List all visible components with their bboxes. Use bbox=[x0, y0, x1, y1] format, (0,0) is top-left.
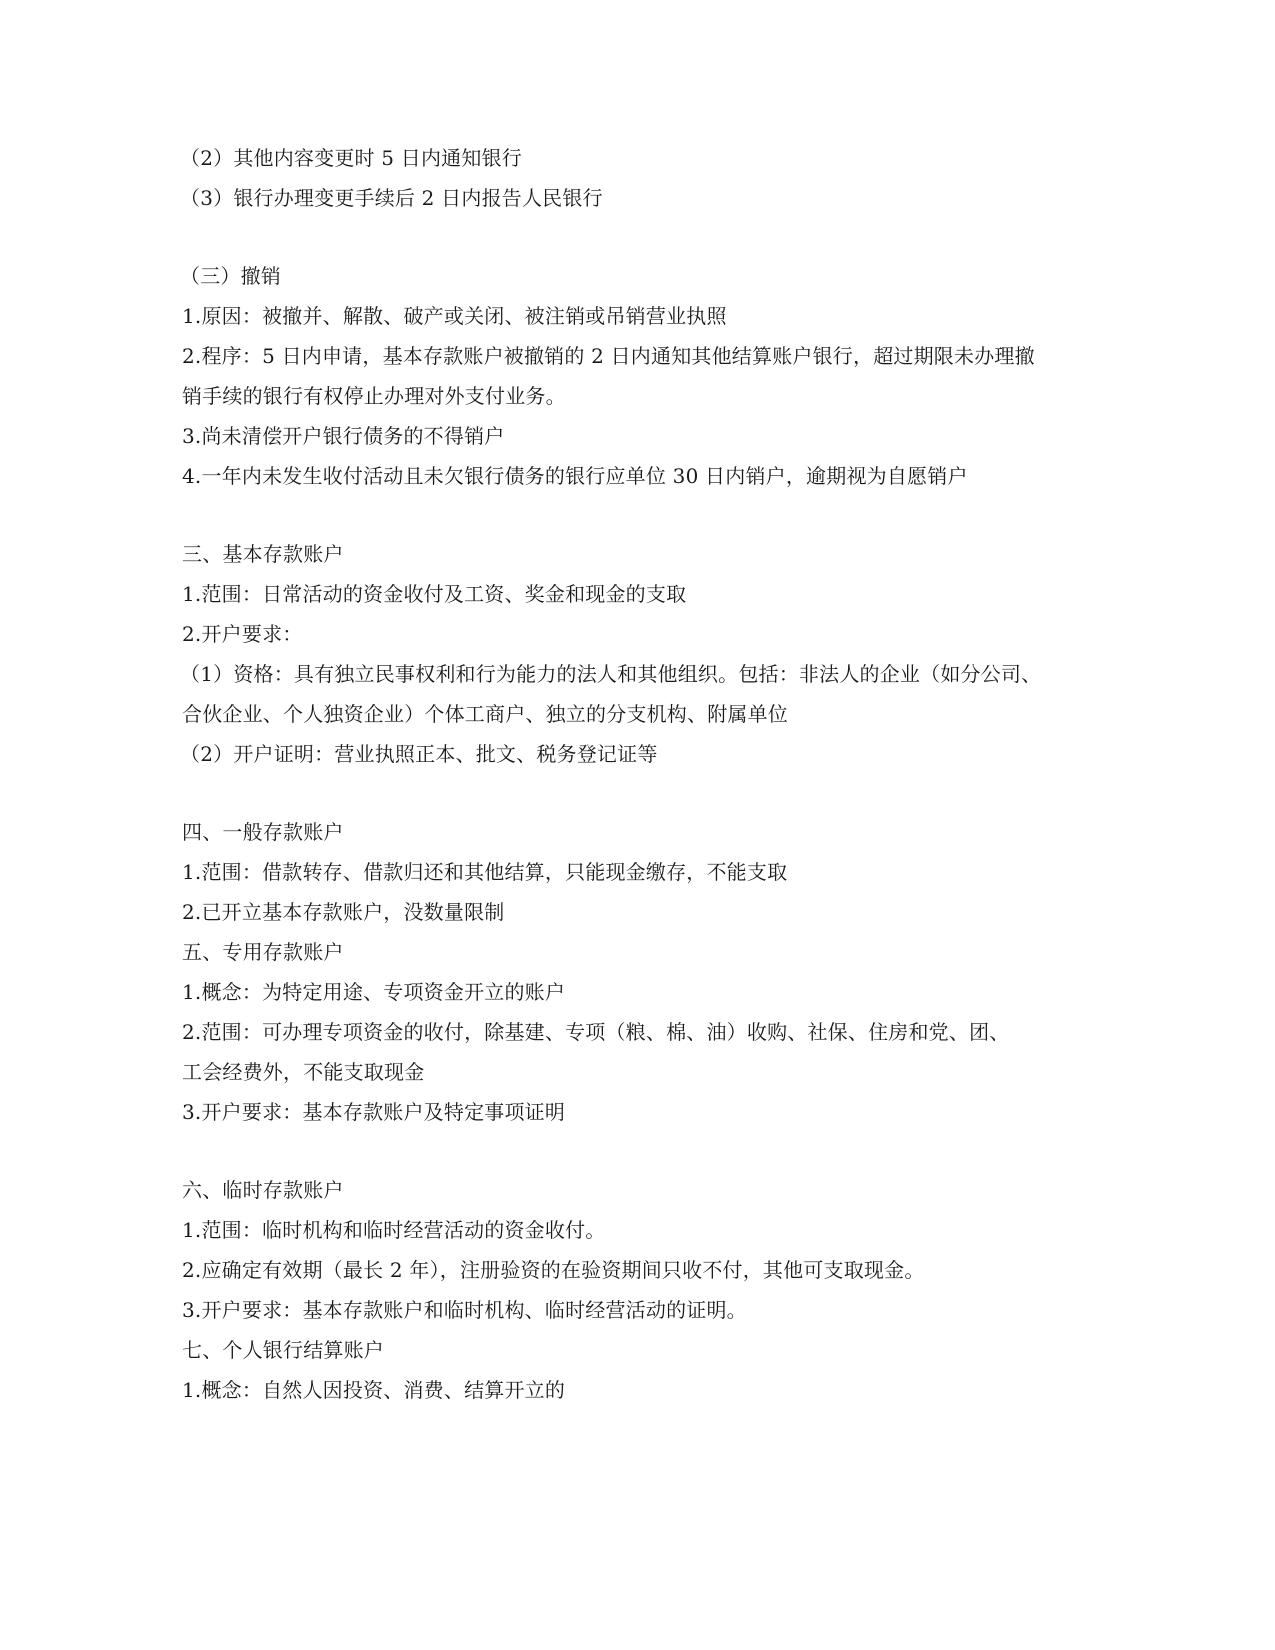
section-heading: （三）撤销 bbox=[180, 264, 281, 288]
text-line: 1.概念：为特定用途、专项资金开立的账户 bbox=[182, 980, 566, 1004]
text-line: 3.尚未清偿开户银行债务的不得销户 bbox=[182, 424, 505, 448]
text-line: 3.开户要求：基本存款账户及特定事项证明 bbox=[182, 1100, 566, 1124]
text-line: 1.范围：借款转存、借款归还和其他结算，只能现金缴存，不能支取 bbox=[182, 860, 788, 884]
section-heading: 六、临时存款账户 bbox=[182, 1178, 344, 1202]
section-heading: 四、一般存款账户 bbox=[182, 820, 344, 844]
text-line: 1.概念：自然人因投资、消费、结算开立的 bbox=[182, 1378, 566, 1402]
text-line: 合伙企业、个人独资企业）个体工商户、独立的分支机构、附属单位 bbox=[182, 702, 788, 726]
text-line: 销手续的银行有权停止办理对外支付业务。 bbox=[182, 384, 566, 408]
text-line: （3）银行办理变更手续后 2 日内报告人民银行 bbox=[180, 186, 603, 210]
text-line: 2.范围：可办理专项资金的收付，除基建、专项（粮、棉、油）收购、社保、住房和党、团、 bbox=[182, 1020, 1010, 1044]
text-line: （2）开户证明：营业执照正本、批文、税务登记证等 bbox=[180, 742, 658, 766]
section-heading: 三、基本存款账户 bbox=[182, 542, 344, 566]
text-line: 4.一年内未发生收付活动且未欠银行债务的银行应单位 30 日内销户，逾期视为自愿销户 bbox=[182, 464, 968, 488]
text-line: （1）资格：具有独立民事权利和行为能力的法人和其他组织。包括：非法人的企业（如分公司、 bbox=[180, 662, 1042, 686]
section-heading: 七、个人银行结算账户 bbox=[182, 1338, 384, 1362]
text-line: 1.原因：被撤并、解散、破产或关闭、被注销或吊销营业执照 bbox=[182, 304, 727, 328]
text-line: 3.开户要求：基本存款账户和临时机构、临时经营活动的证明。 bbox=[182, 1298, 747, 1322]
text-line: 2.程序：5 日内申请，基本存款账户被撤销的 2 日内通知其他结算账户银行，超过期限未办理撤 bbox=[182, 344, 1035, 368]
text-line: （2）其他内容变更时 5 日内通知银行 bbox=[180, 146, 522, 170]
text-line: 2.开户要求： bbox=[182, 622, 303, 646]
text-line: 2.应确定有效期（最长 2 年），注册验资的在验资期间只收不付，其他可支取现金。 bbox=[182, 1258, 925, 1282]
text-line: 1.范围：日常活动的资金收付及工资、奖金和现金的支取 bbox=[182, 582, 687, 606]
section-heading: 五、专用存款账户 bbox=[182, 940, 344, 964]
text-line: 工会经费外，不能支取现金 bbox=[182, 1060, 425, 1084]
text-line: 1.范围：临时机构和临时经营活动的资金收付。 bbox=[182, 1218, 606, 1242]
text-line: 2.已开立基本存款账户，没数量限制 bbox=[182, 900, 505, 924]
